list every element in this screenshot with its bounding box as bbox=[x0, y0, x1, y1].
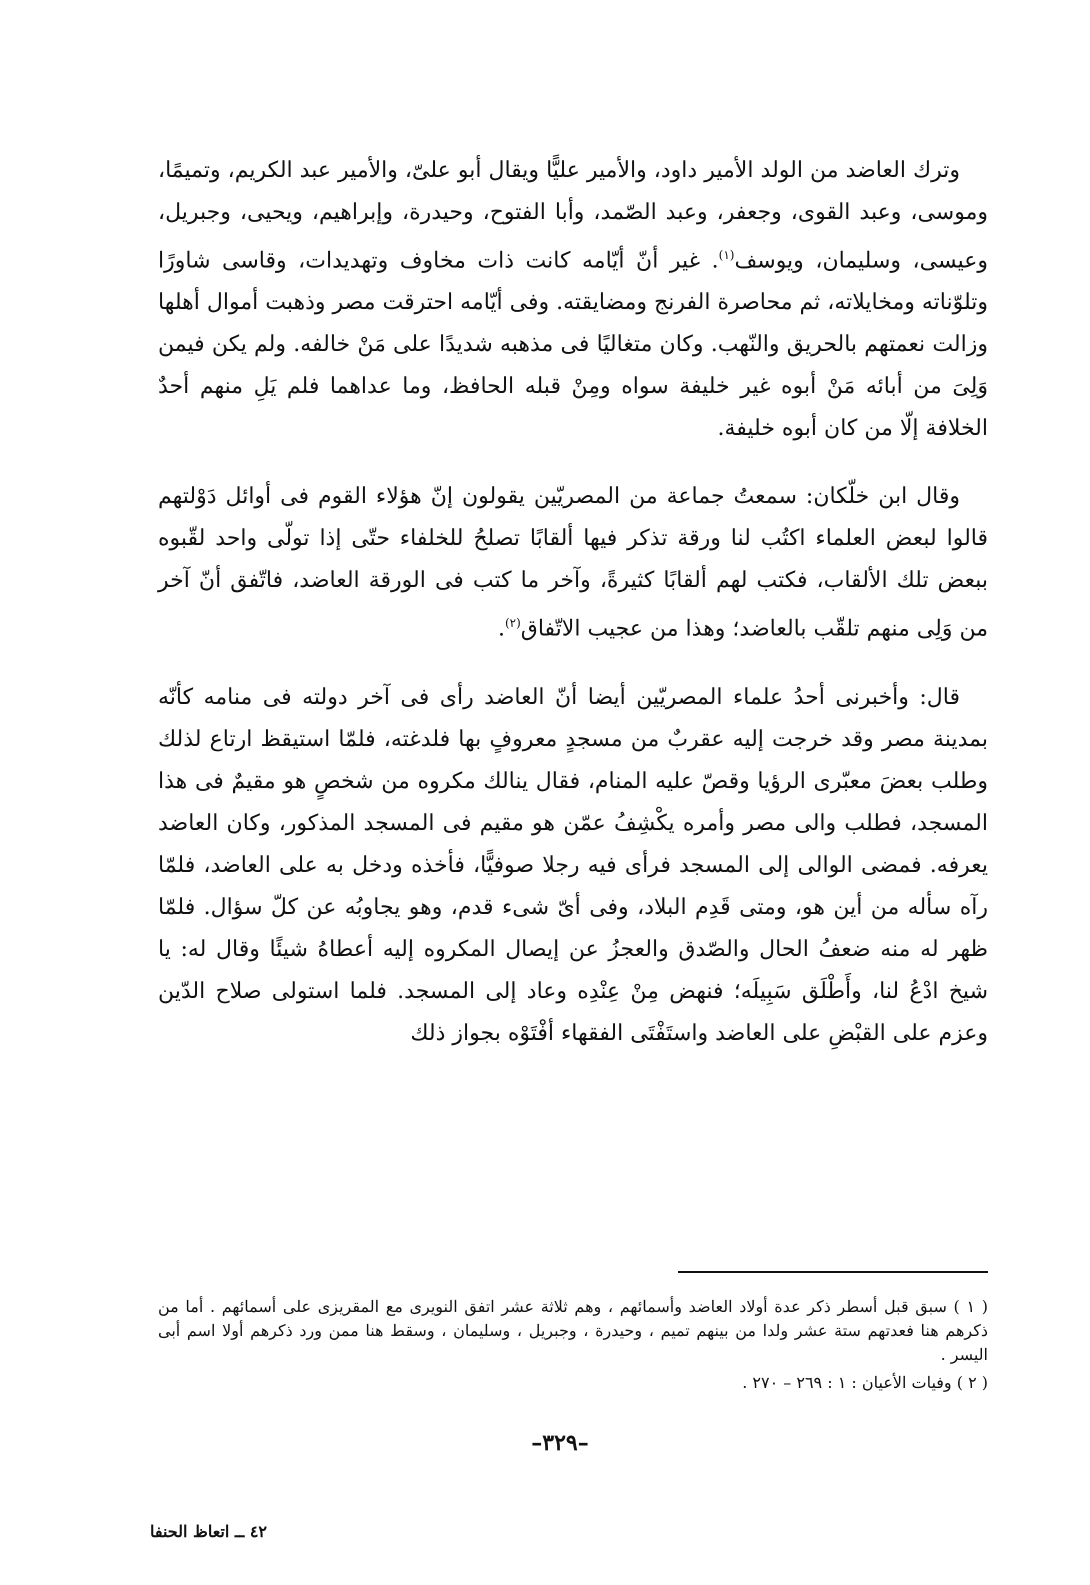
paragraph-3-text: قال: وأخبرنى أحدُ علماء المصريّين أيضا أنّ العاضد رأى فى آخر دولته فى منامه كأنّه بمدينة مصر وقد خرجت إليه عقربٌ من مسجدٍ معروفٍ بها فلدغته، فلمّا استيقظ ارتاع لذلك وطلب بعضَ معبّرى الرؤيا وقصّ عليه المنام، فقال ينالك مكروه من شخصٍ هو مقيمٌ فى هذا المسجد، فطلب والى مصر وأمره يكْشِفُ عمّن هو مقيم فى المسجد المذكور، وكان العاضد يعرفه. فمضى الوالى إلى المسجد فرأى فيه رجلا صوفيًّا، فأخذه ودخل به على العاضد، فلمّا رآه سأله من أين هو، ومتى قَدِم البلاد، وفى أىّ شىء قدم، وهو يجاوبُه عن كلّ سؤال. فلمّا ظهر له منه ضعفُ الحال والصّدق والعجزُ عن إيصال المكروه إليه أعطاهُ شيئًا وقال له: يا شيخ ادْعُ لنا، وأَطْلَق سَبِيلَه؛ فنهض مِنْ عِنْدِه وعاد إلى المسجد. فلما استولى صلاح الدّين وعزم على القبْضِ على العاضد واستَفْتَى الفقهاء أفْتَوْه بجواز ذلك bbox=[158, 684, 988, 1046]
footnote-ref-2[interactable]: (٢) bbox=[504, 616, 521, 631]
footnote-1: ( ١ ) سبق قبل أسطر ذكر عدة أولاد العاضد وأسمائهم ، وهم ثلاثة عشر اتفق النويرى مع المقريزى على أسمائهم . أما من ذكرهم هنا فعدتهم ستة عشر ولدا من بينهم تميم ، وحيدرة ، وجبريل ، وسليمان ، وسقط هنا ممن ورد ذكرهم أولا اسم أبى اليسر . bbox=[158, 1297, 988, 1364]
paragraph-1-text: وترك العاضد من الولد الأمير داود، والأمير عليًّا ويقال أبو علىّ، والأمير عبد الكريم، وتميمًا، وموسى، وعبد القوى، وجعفر، وعبد الصّمد، وأبا الفتوح، وحيدرة، وإبراهيم، ويحيى، وجبريل، وعيسى، وسليمان، ويوسف bbox=[158, 158, 988, 274]
paragraph-1-tail: . غير أنّ أيّامه كانت ذات مخاوف وتهديدات، وقاسى شاورًا وتلوّناته ومخايلاته، ثم محاصرة الفرنج ومضايقته. وفى أيّامه احترقت مصر وذهبت أموال أهلها وزالت نعمتهم بالحريق والنّهب. وكان متغاليًا فى مذهبه شديدًا على مَنْ خالفه. ولم يكن فيمن وَلِىَ من أبائه مَنْ أبوه غير خليفة سواه ومِنْ قبله الحافظ، وما عداهما فلم يَلِ منهم أحدٌ الخلافة إلّا من كان أبوه خليفة. bbox=[158, 248, 988, 442]
paragraph-1 bbox=[158, 150, 988, 450]
page-number: –٣٢٩– bbox=[531, 1430, 589, 1456]
footnote-ref-1[interactable]: (١) bbox=[718, 248, 735, 262]
footnote-divider bbox=[678, 1271, 988, 1273]
paragraph-3 bbox=[158, 677, 988, 1055]
footnote-2: ( ٢ ) وفيات الأعيان : ١ : ٢٦٩ – ٢٧٠ . bbox=[742, 1373, 988, 1392]
main-text bbox=[158, 150, 988, 1055]
signature-mark: ٤٢ ــ اتعاظ الحنفا bbox=[150, 1522, 268, 1541]
paragraph-2-tail: . bbox=[497, 616, 505, 642]
paragraph-2-text: وقال ابن خلّكان: سمعتُ جماعة من المصريّين يقولون إنّ هؤلاء القوم فى أوائل دَوْلتهم قالوا لبعض العلماء اكتُب لنا ورقة تذكر فيها ألقابًا تصلحُ للخلفاء حتّى إذا تولّى واحد لقّبوه ببعض تلك الألقاب، فكتب لهم ألقابًا كثيرةً، وآخر ما كتب فى الورقة العاضد، فاتّفق أنّ آخر من وَلِى منهم تلقّب بالعاضد؛ وهذا من عجيب الاتّفاق bbox=[158, 484, 988, 642]
footnotes bbox=[158, 1295, 988, 1399]
paragraph-2 bbox=[158, 476, 988, 650]
